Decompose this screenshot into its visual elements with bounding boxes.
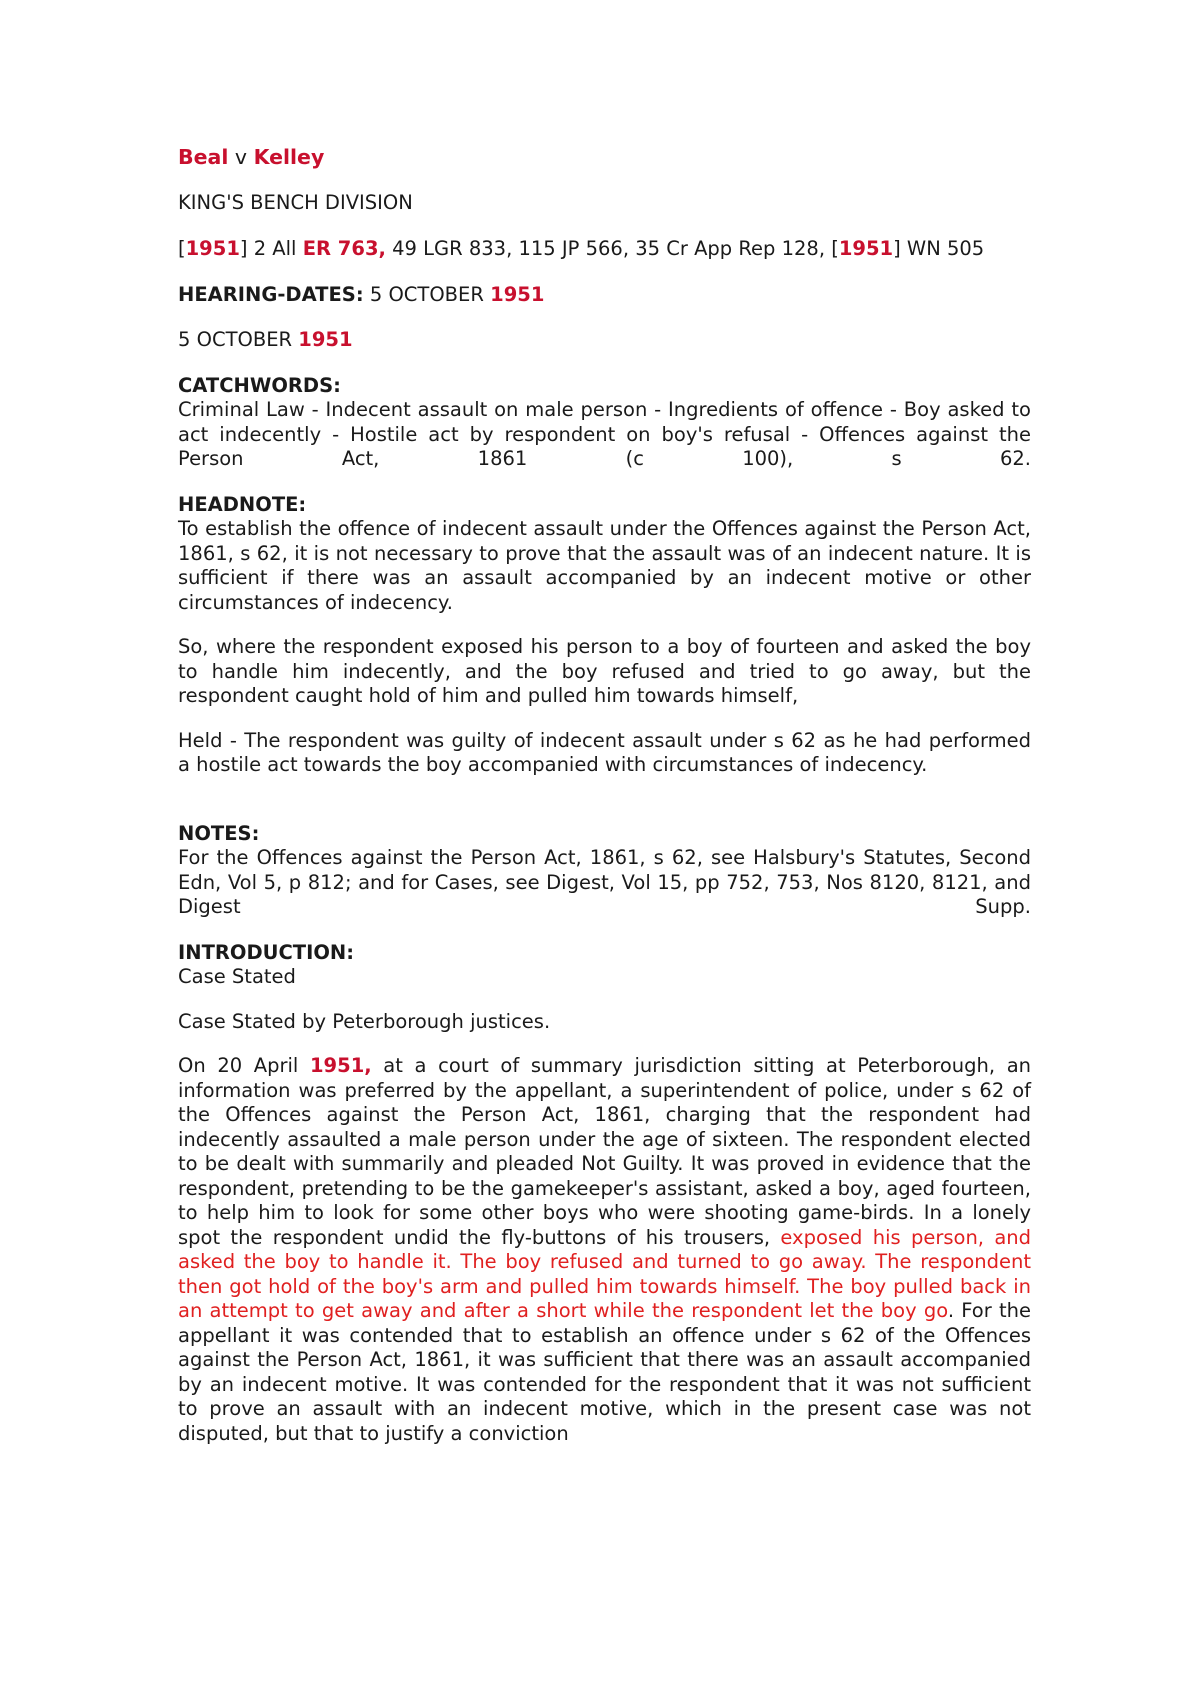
date-line: 5 OCTOBER 1951: [178, 328, 353, 351]
introduction-heading: INTRODUCTION:: [178, 940, 355, 964]
hearing-dates: HEARING-DATES: 5 OCTOBER 1951: [178, 282, 545, 306]
headnote-held: Held - The respondent was guilty of indecent assault under s 62 as he had performed a hostile act towards the boy accompanied with circumstances of indecency.: [178, 728, 1031, 776]
citation-year: 1951: [838, 237, 894, 260]
case-title: [178, 145, 1031, 170]
headnote-heading: HEADNOTE:: [178, 492, 307, 516]
citation: [1951] 2 All ER 763, 49 LGR 833, 115 JP 566, 35 Cr App Rep 128, [1951] WN 505: [178, 237, 985, 260]
headnote-paragraph-2: So, where the respondent exposed his person to a boy of fourteen and asked the boy to handle him indecently, and the boy refused and tried to go away, but the respondent caught hold of him and pulled him towards himself,: [178, 635, 1031, 707]
catchwords-heading: CATCHWORDS:: [178, 373, 341, 397]
court-name: KING'S BENCH DIVISION: [178, 190, 413, 214]
citation-er: ER 763,: [302, 237, 386, 260]
highlighted-excerpt: exposed his person, and asked the boy to handle it. The boy refused and turned to go away. The respondent then got hold of the boy's arm and pulled him towards himself. The boy pulled back in an attempt to get away and after a short while the respondent let the boy go: [178, 1225, 1032, 1322]
introduction-paragraph-2: On 20 April 1951, at a court of summary jurisdiction sitting at Peterborough, an information was preferred by the appellant, a superintendent of police, under s 62 of the Offences against the Person Act, 1861, charging that the respondent had indecently assaulted a male person under the age of sixteen. The respondent elected to be dealt with summarily and pleaded Not Guilty. It was proved in evidence that the respondent, pretending to be the gamekeeper's assistant, asked a boy, aged fourteen, to help him to look for some other boys who were shooting game-birds. In a lonely spot the respondent undid the fly-buttons of his trousers, exposed his person, and asked the boy to handle it. The boy refused and turned to go away. The respondent then got hold of the boy's arm and pulled him towards himself. The boy pulled back in an attempt to get away and after a short while the respondent let the boy go. For the appellant it was contended that to establish an offence under s 62 of the Offences against the Person Act, 1861, it was sufficient that there was an assault accompanied by an indecent motive. It was contended for the respondent that it was not sufficient to prove an assault with an indecent motive, which in the present case was not disputed, but that to justify a conviction: [178, 1054, 1032, 1445]
versus: v: [228, 145, 254, 169]
introduction-paragraph-1: Case Stated by Peterborough justices.: [178, 1009, 551, 1033]
citation-year: 1951: [185, 237, 240, 260]
party-2: Kelley: [253, 145, 325, 169]
case-report: [178, 145, 1031, 1446]
notes-heading: NOTES:: [178, 821, 260, 845]
introduction-subheading: Case Stated: [178, 965, 296, 988]
hearing-label: HEARING-DATES:: [178, 282, 364, 306]
party-1: Beal: [178, 145, 229, 169]
catchwords-text: Criminal Law - Indecent assault on male person - Ingredients of offence - Boy asked to act indecently - Hostile act by respondent on boy's refusal - Offences against the Person Act, 1861 (c 100), s 62.: [178, 398, 1031, 470]
notes-text: For the Offences against the Person Act, 1861, s 62, see Halsbury's Statutes, Second Edn, Vol 5, p 812; and for Cases, see Digest, Vol 15, pp 752, 753, Nos 8120, 8121, and Digest Supp.: [178, 846, 1031, 918]
headnote-paragraph-1: To establish the offence of indecent assault under the Offences against the Person Act, 1861, s 62, it is not necessary to prove that the assault was of an indecent nature. It is sufficient if there was an assault accompanied by an indecent motive or other circumstances of indecency.: [178, 517, 1031, 614]
